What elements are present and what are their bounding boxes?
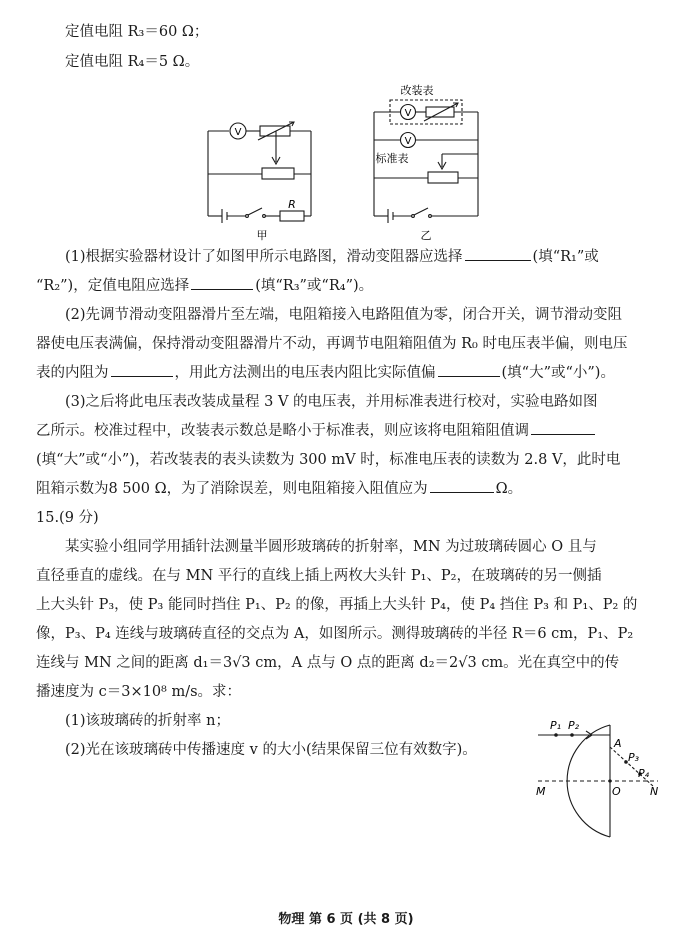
circuit-diagram-jia <box>196 112 326 242</box>
modified-voltmeter-label: V <box>404 108 412 119</box>
point-o-label: O <box>612 785 621 798</box>
q14-part2: (2)先调节滑动变阻器滑片至左端，电阻箱接入电路阻值为零，闭合开关，调节滑动变阻 器使电压表满偏，保持滑动变阻器滑片不动，再调节电阻箱阻值为 R₀ 时电压表半偏，则电压 表的内阻为 ，用此方法测出的电压表内阻比实际值偏 (填“大”或“小”)。 <box>36 307 628 381</box>
point-a-label: A <box>614 737 622 750</box>
resistor-r-label: R <box>288 198 296 211</box>
page-footer: 物理 第 6 页 (共 8 页) <box>278 912 414 927</box>
pin-p2-label: P₂ <box>568 719 580 732</box>
voltmeter-label: V <box>234 127 242 138</box>
standard-voltmeter-label: V <box>404 136 412 147</box>
standard-meter-label: 标准表 <box>375 152 409 165</box>
point-m-label: M <box>536 785 546 798</box>
pin-p1-label: P₁ <box>550 719 562 732</box>
pin-p4-label: P₄ <box>638 767 650 780</box>
resistor-r4-line: 定值电阻 R₄＝5 Ω。 <box>65 54 200 70</box>
figure-yi-caption: 乙 <box>420 229 432 242</box>
q15-body: 某实验小组同学用插针法测量半圆形玻璃砖的折射率，MN 为过玻璃砖圆心 O 且与 直径垂直的虚线。在与 MN 平行的直线上插上两枚大头针 P₁、P₂，在玻璃砖的另一侧插 上大头针 P₃，使 P₃ 能同时挡住 P₁、P₂ 的像，再插上大头针 P₄，使 P₄ 挡住 P₃ 和 P₁、P₂ 的 像，P₃、P₄ 连线与玻璃砖直径的交点为 A，如图所示。测得玻璃砖的半径 R＝6 cm，P₁、P₂ 连线与 MN 之间的距离 d₁＝3√3 cm，A 点与 O 点的距离 d₂＝2√3 cm。光在真空中的传 播速度为 c＝3×10⁸ m/s。求： (1)该玻璃砖的折射率 n； (2)光在该玻璃砖中传播速度 v 的大小(结果保留三位有效数字)。 <box>36 539 638 758</box>
circuit-diagram-yi <box>362 82 492 244</box>
q14-part3: (3)之后将此电压表改装成量程 3 V 的电压表，并用标准表进行校对，实验电路如图 乙所示。校准过程中，改装表示数总是略小于标准表，则应该将电阻箱阻值调 (填“大”或“小”)，若改装表的表头读数为 300 mV 时，标准电压表的读数为 2.8 V，此时电 阻箱示数为8 500 Ω，为了消除误差，则电阻箱接入阻值应为 Ω。 <box>36 394 621 497</box>
glass-brick-figure <box>528 715 668 845</box>
modified-meter-label: 改装表 <box>400 84 434 97</box>
point-n-label: N <box>650 785 659 798</box>
q14-part1: (1)根据实验器材设计了如图甲所示电路图，滑动变阻器应选择 (填“R₁”或 “R₂”)，定值电阻应选择 (填“R₃”或“R₄”)。 <box>36 243 658 301</box>
pin-p3-label: P₃ <box>628 751 640 764</box>
figure-jia-caption: 甲 <box>256 229 268 242</box>
q15-heading: 15.(9 分) <box>36 510 99 526</box>
resistor-r3-line: 定值电阻 R₃＝60 Ω； <box>65 24 209 40</box>
